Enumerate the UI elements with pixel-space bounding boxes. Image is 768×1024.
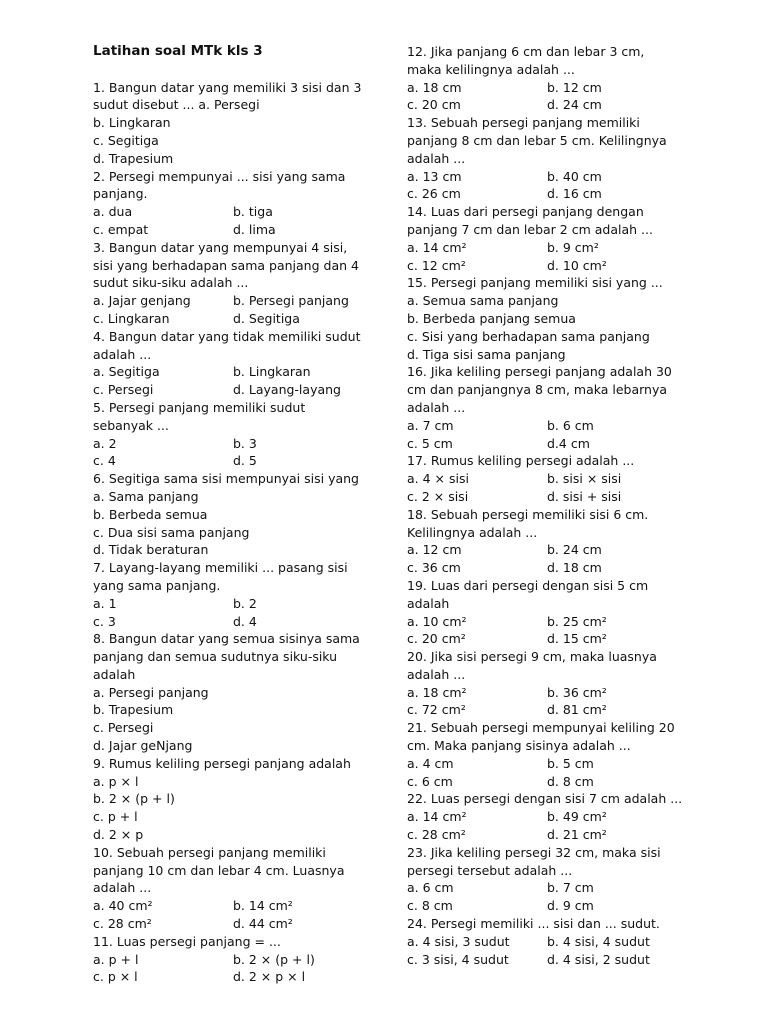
answer-option: b. Berbeda panjang semua — [407, 310, 576, 326]
answer-row — [93, 613, 383, 631]
answer-option: d. Tiga sisi sama panjang — [407, 346, 566, 362]
question-text: sisi yang berhadapan sama panjang dan 4 — [93, 257, 359, 273]
question-text: panjang dan semua sudutnya siku-siku — [93, 649, 338, 665]
question-text: 4. Bangun datar yang tidak memiliki sudut — [93, 328, 361, 344]
answer-option: d. Segitiga — [233, 310, 300, 326]
question-block — [93, 755, 383, 844]
answer-option: d. 16 cm — [547, 186, 602, 202]
answer-option: c. 72 cm² — [407, 702, 466, 718]
question-block — [407, 203, 707, 274]
answer-option: b. tiga — [233, 204, 273, 220]
question-text: adalah ... — [407, 150, 466, 166]
answer-row — [93, 435, 383, 453]
answer-option: c. 26 cm — [407, 186, 461, 202]
question-text: sudut disebut ... a. Persegi — [93, 97, 260, 113]
answer-option: b. 25 cm² — [547, 613, 607, 629]
question-text: 10. Sebuah persegi panjang memiliki — [93, 844, 326, 860]
answer-option: d. 81 cm² — [547, 702, 607, 718]
answer-option: d. 5 — [233, 453, 257, 469]
answer-option: c. Lingkaran — [93, 310, 170, 326]
question-text: 23. Jika keliling persegi 32 cm, maka sisi — [407, 844, 661, 860]
question-text: 22. Luas persegi dengan sisi 7 cm adalah ... — [407, 791, 683, 807]
question-block — [407, 648, 707, 719]
question-text: panjang 8 cm dan lebar 5 cm. Kelilingnya — [407, 132, 667, 148]
answer-option: c. 4 — [93, 453, 116, 469]
answer-option: b. 6 cm — [547, 417, 594, 433]
answer-option: a. 4 cm — [407, 755, 454, 771]
answer-option: c. Segitiga — [93, 132, 159, 148]
answer-option: a. 1 — [93, 595, 117, 611]
answer-option: b. 7 cm — [547, 880, 594, 896]
question-block — [407, 114, 707, 203]
question-text: sebanyak ... — [93, 417, 169, 433]
question-text: cm dan panjangnya 8 cm, maka lebarnya — [407, 382, 668, 398]
answer-option: b. 36 cm² — [547, 684, 607, 700]
question-block — [407, 452, 707, 505]
question-block — [407, 577, 707, 648]
answer-option: a. 2 — [93, 435, 117, 451]
answer-option: b. 4 sisi, 4 sudut — [547, 933, 650, 949]
answer-row — [407, 435, 707, 453]
answer-row — [407, 951, 707, 969]
answer-row — [407, 257, 707, 275]
answer-option: d. 44 cm² — [233, 916, 293, 932]
answer-option: c. p × l — [93, 969, 138, 985]
question-text: panjang 10 cm dan lebar 4 cm. Luasnya — [93, 862, 345, 878]
answer-option: c. 6 cm — [407, 773, 453, 789]
question-text: adalah — [407, 595, 450, 611]
question-block — [407, 363, 707, 452]
answer-option: c. empat — [93, 221, 149, 237]
answer-option: d. Trapesium — [93, 150, 174, 166]
question-text: Kelilingnya adalah ... — [407, 524, 538, 540]
answer-option: b. 5 cm — [547, 755, 594, 771]
question-text: 6. Segitiga sama sisi mempunyai sisi yang — [93, 471, 359, 487]
answer-option: c. Sisi yang berhadapan sama panjang — [407, 328, 650, 344]
question-block — [93, 399, 383, 470]
answer-row — [93, 292, 383, 310]
answer-row — [407, 239, 707, 257]
answer-row — [407, 701, 707, 719]
answer-row — [93, 221, 383, 239]
answer-option: b. 14 cm² — [233, 898, 293, 914]
answer-option: b. Berbeda semua — [93, 506, 208, 522]
answer-option: c. 28 cm² — [93, 916, 152, 932]
answer-row — [93, 363, 383, 381]
answer-row — [407, 933, 707, 951]
answer-option: a. Persegi panjang — [93, 684, 209, 700]
answer-option: c. 3 — [93, 613, 116, 629]
question-block — [93, 470, 383, 559]
right-column — [407, 43, 707, 968]
answer-row — [407, 417, 707, 435]
question-text: 20. Jika sisi persegi 9 cm, maka luasnya — [407, 649, 657, 665]
answer-option: c. 2 × sisi — [407, 488, 469, 504]
answer-option: c. 12 cm² — [407, 257, 466, 273]
answer-option: c. 20 cm² — [407, 631, 466, 647]
answer-option: a. 6 cm — [407, 880, 454, 896]
answer-option: b. 9 cm² — [547, 239, 599, 255]
answer-option: a. Segitiga — [93, 364, 160, 380]
answer-option: d. lima — [233, 221, 276, 237]
question-text: adalah ... — [407, 666, 466, 682]
answer-option: d. Tidak beraturan — [93, 542, 209, 558]
answer-option: d. 2 × p — [93, 827, 144, 843]
answer-option: d. 21 cm² — [547, 827, 607, 843]
question-block — [93, 630, 383, 755]
answer-row — [93, 915, 383, 933]
answer-option: a. 14 cm² — [407, 809, 467, 825]
answer-row — [407, 773, 707, 791]
answer-option: a. Jajar genjang — [93, 293, 191, 309]
question-text: 15. Persegi panjang memiliki sisi yang ... — [407, 275, 663, 291]
answer-row — [93, 968, 383, 986]
question-text: 14. Luas dari persegi panjang dengan — [407, 204, 644, 220]
answer-option: a. 10 cm² — [407, 613, 467, 629]
question-text: adalah ... — [407, 399, 466, 415]
question-block — [93, 559, 383, 630]
question-text: 1. Bangun datar yang memiliki 3 sisi dan 3 — [93, 79, 362, 95]
question-list-right — [407, 43, 707, 968]
answer-row — [93, 897, 383, 915]
answer-row — [407, 826, 707, 844]
question-text: persegi tersebut adalah ... — [407, 862, 573, 878]
answer-option: a. 13 cm — [407, 168, 462, 184]
question-list-left — [93, 79, 383, 987]
question-text: 13. Sebuah persegi panjang memiliki — [407, 115, 640, 131]
question-block — [93, 933, 383, 986]
answer-option: a. Semua sama panjang — [407, 293, 559, 309]
question-text: yang sama panjang. — [93, 577, 221, 593]
answer-option: d. 10 cm² — [547, 257, 607, 273]
question-text: panjang. — [93, 186, 148, 202]
question-block — [407, 915, 707, 968]
question-text: sudut siku-siku adalah ... — [93, 275, 249, 291]
answer-option: d.4 cm — [547, 435, 590, 451]
answer-option: b. 2 × (p + l) — [93, 791, 175, 807]
answer-option: a. 7 cm — [407, 417, 454, 433]
page-title: Latihan soal MTk kls 3 — [93, 43, 263, 59]
answer-option: a. 12 cm — [407, 542, 462, 558]
question-text: panjang 7 cm dan lebar 2 cm adalah ... — [407, 221, 653, 237]
answer-option: c. 3 sisi, 4 sudut — [407, 951, 509, 967]
question-text: maka kelilingnya adalah ... — [407, 61, 575, 77]
answer-row — [407, 168, 707, 186]
question-block — [407, 506, 707, 577]
question-text: adalah ... — [93, 346, 152, 362]
question-text: 12. Jika panjang 6 cm dan lebar 3 cm, — [407, 44, 645, 59]
question-block — [407, 274, 707, 363]
question-text: 17. Rumus keliling persegi adalah ... — [407, 453, 635, 469]
question-text: 2. Persegi mempunyai ... sisi yang sama — [93, 168, 346, 184]
answer-option: c. 28 cm² — [407, 827, 466, 843]
answer-option: b. 3 — [233, 435, 257, 451]
answer-option: c. Persegi — [93, 382, 154, 398]
question-block — [93, 844, 383, 933]
answer-row — [93, 452, 383, 470]
answer-option: c. 5 cm — [407, 435, 453, 451]
question-block — [407, 844, 707, 915]
answer-row — [407, 879, 707, 897]
question-block — [407, 719, 707, 790]
answer-option: a. p + l — [93, 951, 139, 967]
answer-option: a. 40 cm² — [93, 898, 153, 914]
answer-option: c. Dua sisi sama panjang — [93, 524, 250, 540]
answer-option: d. 9 cm — [547, 898, 594, 914]
answer-option: b. sisi × sisi — [547, 471, 622, 487]
answer-option: a. 18 cm² — [407, 684, 467, 700]
answer-option: d. 4 — [233, 613, 257, 629]
answer-row — [407, 470, 707, 488]
answer-row — [407, 808, 707, 826]
answer-option: c. 36 cm — [407, 560, 461, 576]
answer-option: b. Trapesium — [93, 702, 174, 718]
question-text: 3. Bangun datar yang mempunyai 4 sisi, — [93, 239, 348, 255]
question-text: 19. Luas dari persegi dengan sisi 5 cm — [407, 577, 649, 593]
answer-row — [93, 310, 383, 328]
question-text: 5. Persegi panjang memiliki sudut — [93, 399, 306, 415]
left-column — [93, 43, 383, 986]
question-text: cm. Maka panjang sisinya adalah ... — [407, 738, 631, 754]
answer-row — [407, 79, 707, 97]
answer-option: a. 4 sisi, 3 sudut — [407, 933, 510, 949]
question-text: 16. Jika keliling persegi panjang adalah 30 — [407, 364, 672, 380]
answer-row — [407, 96, 707, 114]
answer-row — [93, 595, 383, 613]
answer-row — [407, 630, 707, 648]
answer-option: d. Jajar geNjang — [93, 738, 193, 754]
question-text: adalah — [93, 666, 136, 682]
answer-row — [407, 488, 707, 506]
answer-option: b. Lingkaran — [233, 364, 311, 380]
answer-row — [407, 559, 707, 577]
question-block — [407, 43, 707, 114]
answer-row — [407, 755, 707, 773]
answer-option: a. 4 × sisi — [407, 471, 469, 487]
answer-option: a. Sama panjang — [93, 488, 199, 504]
answer-row — [407, 185, 707, 203]
answer-option: b. 12 cm — [547, 79, 602, 95]
question-block — [93, 79, 383, 168]
answer-row — [407, 541, 707, 559]
answer-option: b. 2 — [233, 595, 257, 611]
answer-option: d. sisi + sisi — [547, 488, 622, 504]
answer-row — [93, 203, 383, 221]
question-text: 8. Bangun datar yang semua sisinya sama — [93, 631, 360, 647]
answer-option: b. 24 cm — [547, 542, 602, 558]
answer-option: b. Lingkaran — [93, 115, 171, 131]
answer-row — [93, 951, 383, 969]
answer-option: c. Persegi — [93, 720, 154, 736]
answer-option: b. 2 × (p + l) — [233, 951, 315, 967]
question-block — [93, 168, 383, 239]
question-text: 7. Layang-layang memiliki ... pasang sisi — [93, 560, 348, 576]
answer-option: c. p + l — [93, 809, 138, 825]
answer-option: b. 49 cm² — [547, 809, 607, 825]
answer-option: b. Persegi panjang — [233, 293, 349, 309]
answer-option: c. 20 cm — [407, 97, 461, 113]
answer-row — [93, 381, 383, 399]
answer-option: a. dua — [93, 204, 133, 220]
answer-option: d. 18 cm — [547, 560, 602, 576]
answer-option: d. 2 × p × l — [233, 969, 306, 985]
question-text: 9. Rumus keliling persegi panjang adalah — [93, 755, 351, 771]
answer-row — [407, 613, 707, 631]
question-text: adalah ... — [93, 880, 152, 896]
question-block — [407, 790, 707, 843]
answer-option: c. 8 cm — [407, 898, 453, 914]
question-text: 21. Sebuah persegi mempunyai keliling 20 — [407, 720, 675, 736]
question-text: 24. Persegi memiliki ... sisi dan ... sudut. — [407, 916, 660, 932]
answer-option: d. 15 cm² — [547, 631, 607, 647]
answer-option: b. 40 cm — [547, 168, 602, 184]
question-text: 11. Luas persegi panjang = ... — [93, 933, 281, 949]
question-block — [93, 328, 383, 399]
answer-row — [407, 897, 707, 915]
question-block — [93, 239, 383, 328]
answer-option: a. 18 cm — [407, 79, 462, 95]
answer-option: d. 24 cm — [547, 97, 602, 113]
answer-option: d. Layang-layang — [233, 382, 341, 398]
answer-option: a. p × l — [93, 773, 139, 789]
answer-row — [407, 684, 707, 702]
answer-option: a. 14 cm² — [407, 239, 467, 255]
answer-option: d. 8 cm — [547, 773, 594, 789]
answer-option: d. 4 sisi, 2 sudut — [547, 951, 650, 967]
question-text: 18. Sebuah persegi memiliki sisi 6 cm. — [407, 506, 649, 522]
